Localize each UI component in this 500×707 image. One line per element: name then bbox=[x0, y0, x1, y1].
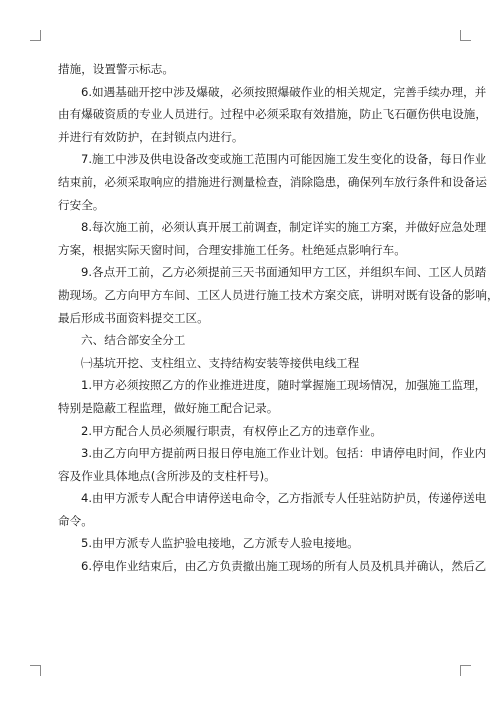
text-line: 容及作业具体地点(含所涉及的支柱杆号)。 bbox=[58, 468, 276, 483]
text-line: 1.甲方必须按照乙方的作业推进进度，随时掌握施工现场情况，加强施工监理， bbox=[81, 378, 487, 393]
crop-mark-top-right bbox=[460, 30, 471, 41]
crop-mark-top-left bbox=[30, 30, 41, 41]
document-body bbox=[58, 58, 499, 578]
text-line: 最后形成书面资料提交工区。 bbox=[58, 310, 209, 325]
text-line: 6.如遇基础开挖中涉及爆破，必须按照爆破作业的相关规定，完善手续办理，并 bbox=[81, 84, 487, 99]
crop-mark-bottom-left bbox=[30, 665, 41, 676]
text-line: 8.每次施工前，必须认真开展工前调查，制定详实的施工方案，并做好应急处理 bbox=[81, 220, 487, 235]
text-line: 7.施工中涉及供电设备改变或施工范围内可能因施工发生变化的设备，每日作业 bbox=[81, 152, 487, 167]
text-line: 2.甲方配合人员必须履行职责，有权停止乙方的违章作业。 bbox=[81, 423, 382, 438]
text-line: 9.各点开工前，乙方必须提前三天书面通知甲方工区，并组织车间、工区人员踏 bbox=[81, 265, 487, 280]
section-heading: 六、结合部安全分工 bbox=[81, 333, 186, 348]
crop-mark-bottom-right bbox=[460, 665, 471, 676]
text-line: 勘现场。乙方向甲方车间、工区人员进行施工技术方案交底，讲明对既有设备的影响， bbox=[58, 287, 499, 302]
text-line: 特别是隐蔽工程监理，做好施工配合记录。 bbox=[58, 400, 279, 415]
text-line: 行安全。 bbox=[58, 197, 105, 212]
text-line: 3.由乙方向甲方提前两日报日停电施工作业计划。包括：申请停电时间，作业内 bbox=[81, 446, 487, 461]
text-line: 命令。 bbox=[58, 513, 93, 528]
text-line: 由有爆破资质的专业人员进行。过程中必须采取有效措施，防止飞石砸伤供电设施， bbox=[58, 107, 487, 122]
text-line: 4.由甲方派专人配合申请停送电命令，乙方指派专人任驻站防护员，传递停送电 bbox=[81, 491, 487, 506]
text-line: 方案，根据实际天窗时间，合理安排施工任务。杜绝延点影响行车。 bbox=[58, 242, 406, 257]
text-line: 5.由甲方派专人监护验电接地，乙方派专人验电接地。 bbox=[81, 536, 359, 551]
text-line: 措施，设置警示标志。 bbox=[58, 62, 174, 76]
subsection-heading: ㈠基坑开挖、支柱组立、支持结构安装等接供电线工程 bbox=[81, 355, 360, 370]
text-line: 结束前，必须采取响应的措施进行测量检查，消除隐患，确保列车放行条件和设备运 bbox=[58, 174, 487, 189]
text-line: 6.停电作业结束后，由乙方负责撤出施工现场的所有人员及机具并确认，然后乙 bbox=[81, 559, 487, 574]
text-line: 并进行有效防护，在封锁点内进行。 bbox=[58, 129, 244, 144]
